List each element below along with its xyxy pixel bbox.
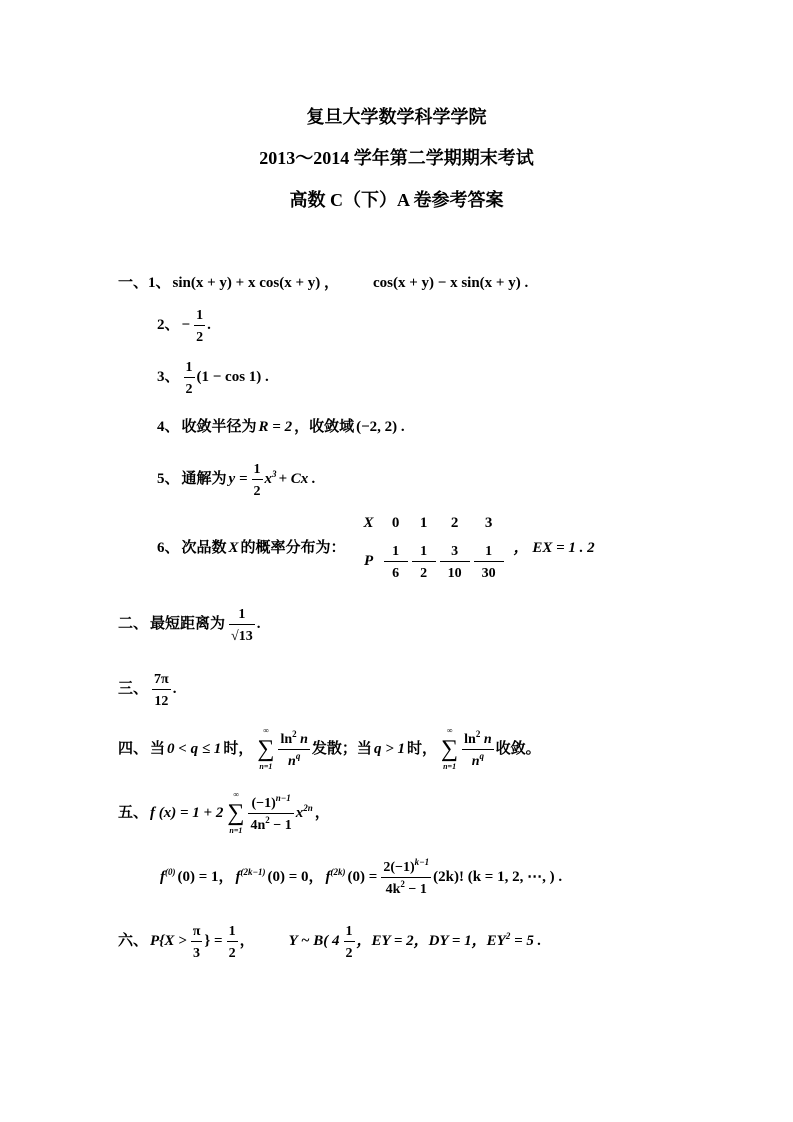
sum-symbol: ∞ ∑ n=1 <box>257 726 275 771</box>
order: (2k−1) <box>240 867 266 877</box>
math: X <box>228 540 239 556</box>
cell: X <box>363 515 374 531</box>
tail: (1 − cos 1) . <box>196 369 269 385</box>
tail: ， <box>314 805 330 821</box>
sum-symbol: ∞ ∑ n=1 <box>441 726 459 771</box>
exponent: 2 <box>400 879 405 889</box>
fraction <box>278 728 309 770</box>
text: 时， <box>407 741 438 757</box>
numerator: 1 <box>184 356 195 378</box>
n: n <box>288 754 296 769</box>
exponent: 2 <box>292 729 297 739</box>
item-label: 2、 <box>157 317 180 333</box>
tail: . <box>172 681 177 697</box>
math: } = <box>204 933 223 949</box>
denominator <box>462 750 493 770</box>
fraction <box>381 856 431 898</box>
rest: − 1 <box>269 818 292 833</box>
cell <box>412 540 436 582</box>
item-label: 3、 <box>157 369 180 385</box>
math: ， <box>239 933 255 949</box>
text: 发散；当 <box>311 741 372 757</box>
numerator: 1 <box>412 540 436 562</box>
math: (2k)! (k = 1, 2, ⋯, ) . <box>433 869 563 885</box>
math: Y ~ B( 4 <box>288 933 340 949</box>
numerator: π <box>191 920 203 942</box>
exponent: q <box>295 751 301 761</box>
numerator: 1 <box>344 920 355 942</box>
n: n <box>296 732 308 747</box>
q4-label: 四、 <box>118 741 149 757</box>
text: 次品数 <box>181 540 227 556</box>
cell: 3 <box>484 515 493 531</box>
order: (2k) <box>330 867 346 877</box>
math: P{X > <box>150 933 187 949</box>
numerator <box>381 856 431 878</box>
cell: P <box>363 553 374 569</box>
denominator: 6 <box>392 566 400 581</box>
text: 收敛。 <box>495 741 541 757</box>
denominator: 2 <box>185 382 193 397</box>
text: 当 <box>150 741 166 757</box>
distribution-table <box>356 514 506 582</box>
q3-label: 三、 <box>118 681 149 697</box>
denominator: 2 <box>228 946 236 961</box>
minus-sign: − <box>181 317 191 333</box>
radius: R = 2 <box>258 419 293 435</box>
base: 4n <box>250 818 266 833</box>
numerator: 1 <box>229 603 255 625</box>
exam-title: 高数 C（下）A 卷参考答案 <box>289 190 504 210</box>
condition: 0 < q ≤ 1 <box>167 741 222 757</box>
math: x <box>295 805 304 821</box>
denominator: 2 <box>420 566 428 581</box>
math: (0) = <box>347 869 378 885</box>
q1-item5 <box>157 458 318 500</box>
text: 的概率分布为： <box>240 540 346 556</box>
sum-symbol: ∞ ∑ n=1 <box>227 790 245 835</box>
q5-derivatives <box>160 856 564 898</box>
fraction <box>194 304 205 346</box>
denominator: 2 <box>196 330 204 345</box>
numerator: 7π <box>152 668 171 690</box>
cell <box>440 540 470 582</box>
denominator: 3 <box>193 946 201 961</box>
denominator: 2 <box>345 946 353 961</box>
cell: 1 <box>419 515 428 531</box>
fraction <box>252 458 263 500</box>
fraction <box>184 356 195 398</box>
math: + Cx . <box>278 471 316 487</box>
q1-item6 <box>157 514 597 582</box>
tail: . <box>256 616 261 632</box>
n: n <box>480 732 492 747</box>
q2-label: 二、 <box>118 616 149 632</box>
numerator <box>462 728 493 750</box>
exponent: k−1 <box>414 857 430 867</box>
fraction <box>229 603 255 645</box>
q4 <box>118 726 543 772</box>
item-label: 5、 <box>157 471 180 487</box>
math: f (x) = 1 + 2 <box>150 805 224 821</box>
denominator: 2 <box>253 484 261 499</box>
fraction <box>227 920 238 962</box>
numerator: 1 <box>474 540 504 562</box>
math: y = <box>228 471 248 487</box>
q1-item2 <box>157 304 213 346</box>
exponent: n−1 <box>275 793 291 803</box>
denominator: 12 <box>154 694 169 709</box>
lower: n=1 <box>259 762 273 771</box>
denominator <box>248 814 293 834</box>
lower: n=1 <box>443 762 457 771</box>
denominator: 30 <box>481 566 496 581</box>
item-label: 4、 <box>157 419 180 435</box>
rest: − 1 <box>404 882 427 897</box>
q6 <box>118 920 543 962</box>
denominator: 10 <box>447 566 462 581</box>
item-label: 6、 <box>157 540 180 556</box>
q1-item4 <box>157 418 407 436</box>
exponent: 2 <box>265 815 270 825</box>
q1-item3 <box>157 356 271 398</box>
q1-label: 一、1、 <box>118 275 171 291</box>
q2 <box>118 603 262 645</box>
fraction <box>191 920 203 962</box>
text: 最短距离为 <box>150 616 226 632</box>
math: ，EY = 2，DY = 1，EY <box>356 933 506 949</box>
cell: 2 <box>450 515 459 531</box>
exponent: 3 <box>272 469 277 479</box>
ln: ln <box>464 732 476 747</box>
fraction <box>344 920 355 962</box>
term-title: 2013～2014 学年第二学期期末考试 <box>259 148 534 168</box>
f: f <box>235 869 241 885</box>
order: (0) <box>165 867 176 877</box>
condition: q > 1 <box>373 741 405 757</box>
fraction <box>462 728 493 770</box>
cell: 0 <box>391 515 400 531</box>
fraction <box>152 668 171 710</box>
q1-item1 <box>118 274 530 292</box>
f: f <box>325 869 331 885</box>
denominator <box>381 878 431 898</box>
base: 2(−1) <box>383 860 415 875</box>
lower: n=1 <box>229 826 243 835</box>
n: n <box>471 754 480 769</box>
numerator: 1 <box>194 304 205 326</box>
text: 时， <box>223 741 254 757</box>
text: ，收敛域 <box>294 419 355 435</box>
math: (0) = 1， <box>177 869 234 885</box>
denominator <box>278 750 309 770</box>
numerator: 1 <box>384 540 408 562</box>
answer-1b: cos(x + y) − x sin(x + y) . <box>372 275 529 291</box>
upper: ∞ <box>263 726 269 735</box>
numerator: 1 <box>252 458 263 480</box>
expectation: ， EX = 1 . 2 <box>513 540 595 556</box>
text: 收敛半径为 <box>181 419 257 435</box>
exponent: 2 <box>475 729 481 739</box>
q5 <box>118 790 332 836</box>
exponent: 2 <box>505 931 511 941</box>
fraction <box>248 792 293 834</box>
numerator <box>278 728 309 750</box>
text: 通解为 <box>181 471 227 487</box>
upper: ∞ <box>446 726 453 735</box>
q3 <box>118 668 178 710</box>
numerator: 3 <box>440 540 470 562</box>
cell <box>384 540 408 582</box>
q5-label: 五、 <box>118 805 149 821</box>
ln: ln <box>280 732 293 747</box>
exponent: q <box>479 751 485 761</box>
f: f <box>160 869 165 885</box>
math: = 5 . <box>510 933 542 949</box>
tail: . <box>207 317 211 333</box>
math: (0) = 0， <box>267 869 324 885</box>
domain: (−2, 2) . <box>356 419 405 435</box>
math: x <box>264 471 272 487</box>
answer-1a: sin(x + y) + x cos(x + y) ， <box>172 275 339 291</box>
base: (−1) <box>251 796 276 811</box>
q6-label: 六、 <box>118 933 149 949</box>
cell <box>474 540 504 582</box>
denominator: √13 <box>231 629 253 644</box>
exponent: 2n <box>303 803 313 813</box>
school-title: 复旦大学数学科学学院 <box>306 107 487 127</box>
numerator <box>248 792 293 814</box>
base: 4k <box>385 882 401 897</box>
upper: ∞ <box>233 790 239 799</box>
numerator: 1 <box>227 920 238 942</box>
